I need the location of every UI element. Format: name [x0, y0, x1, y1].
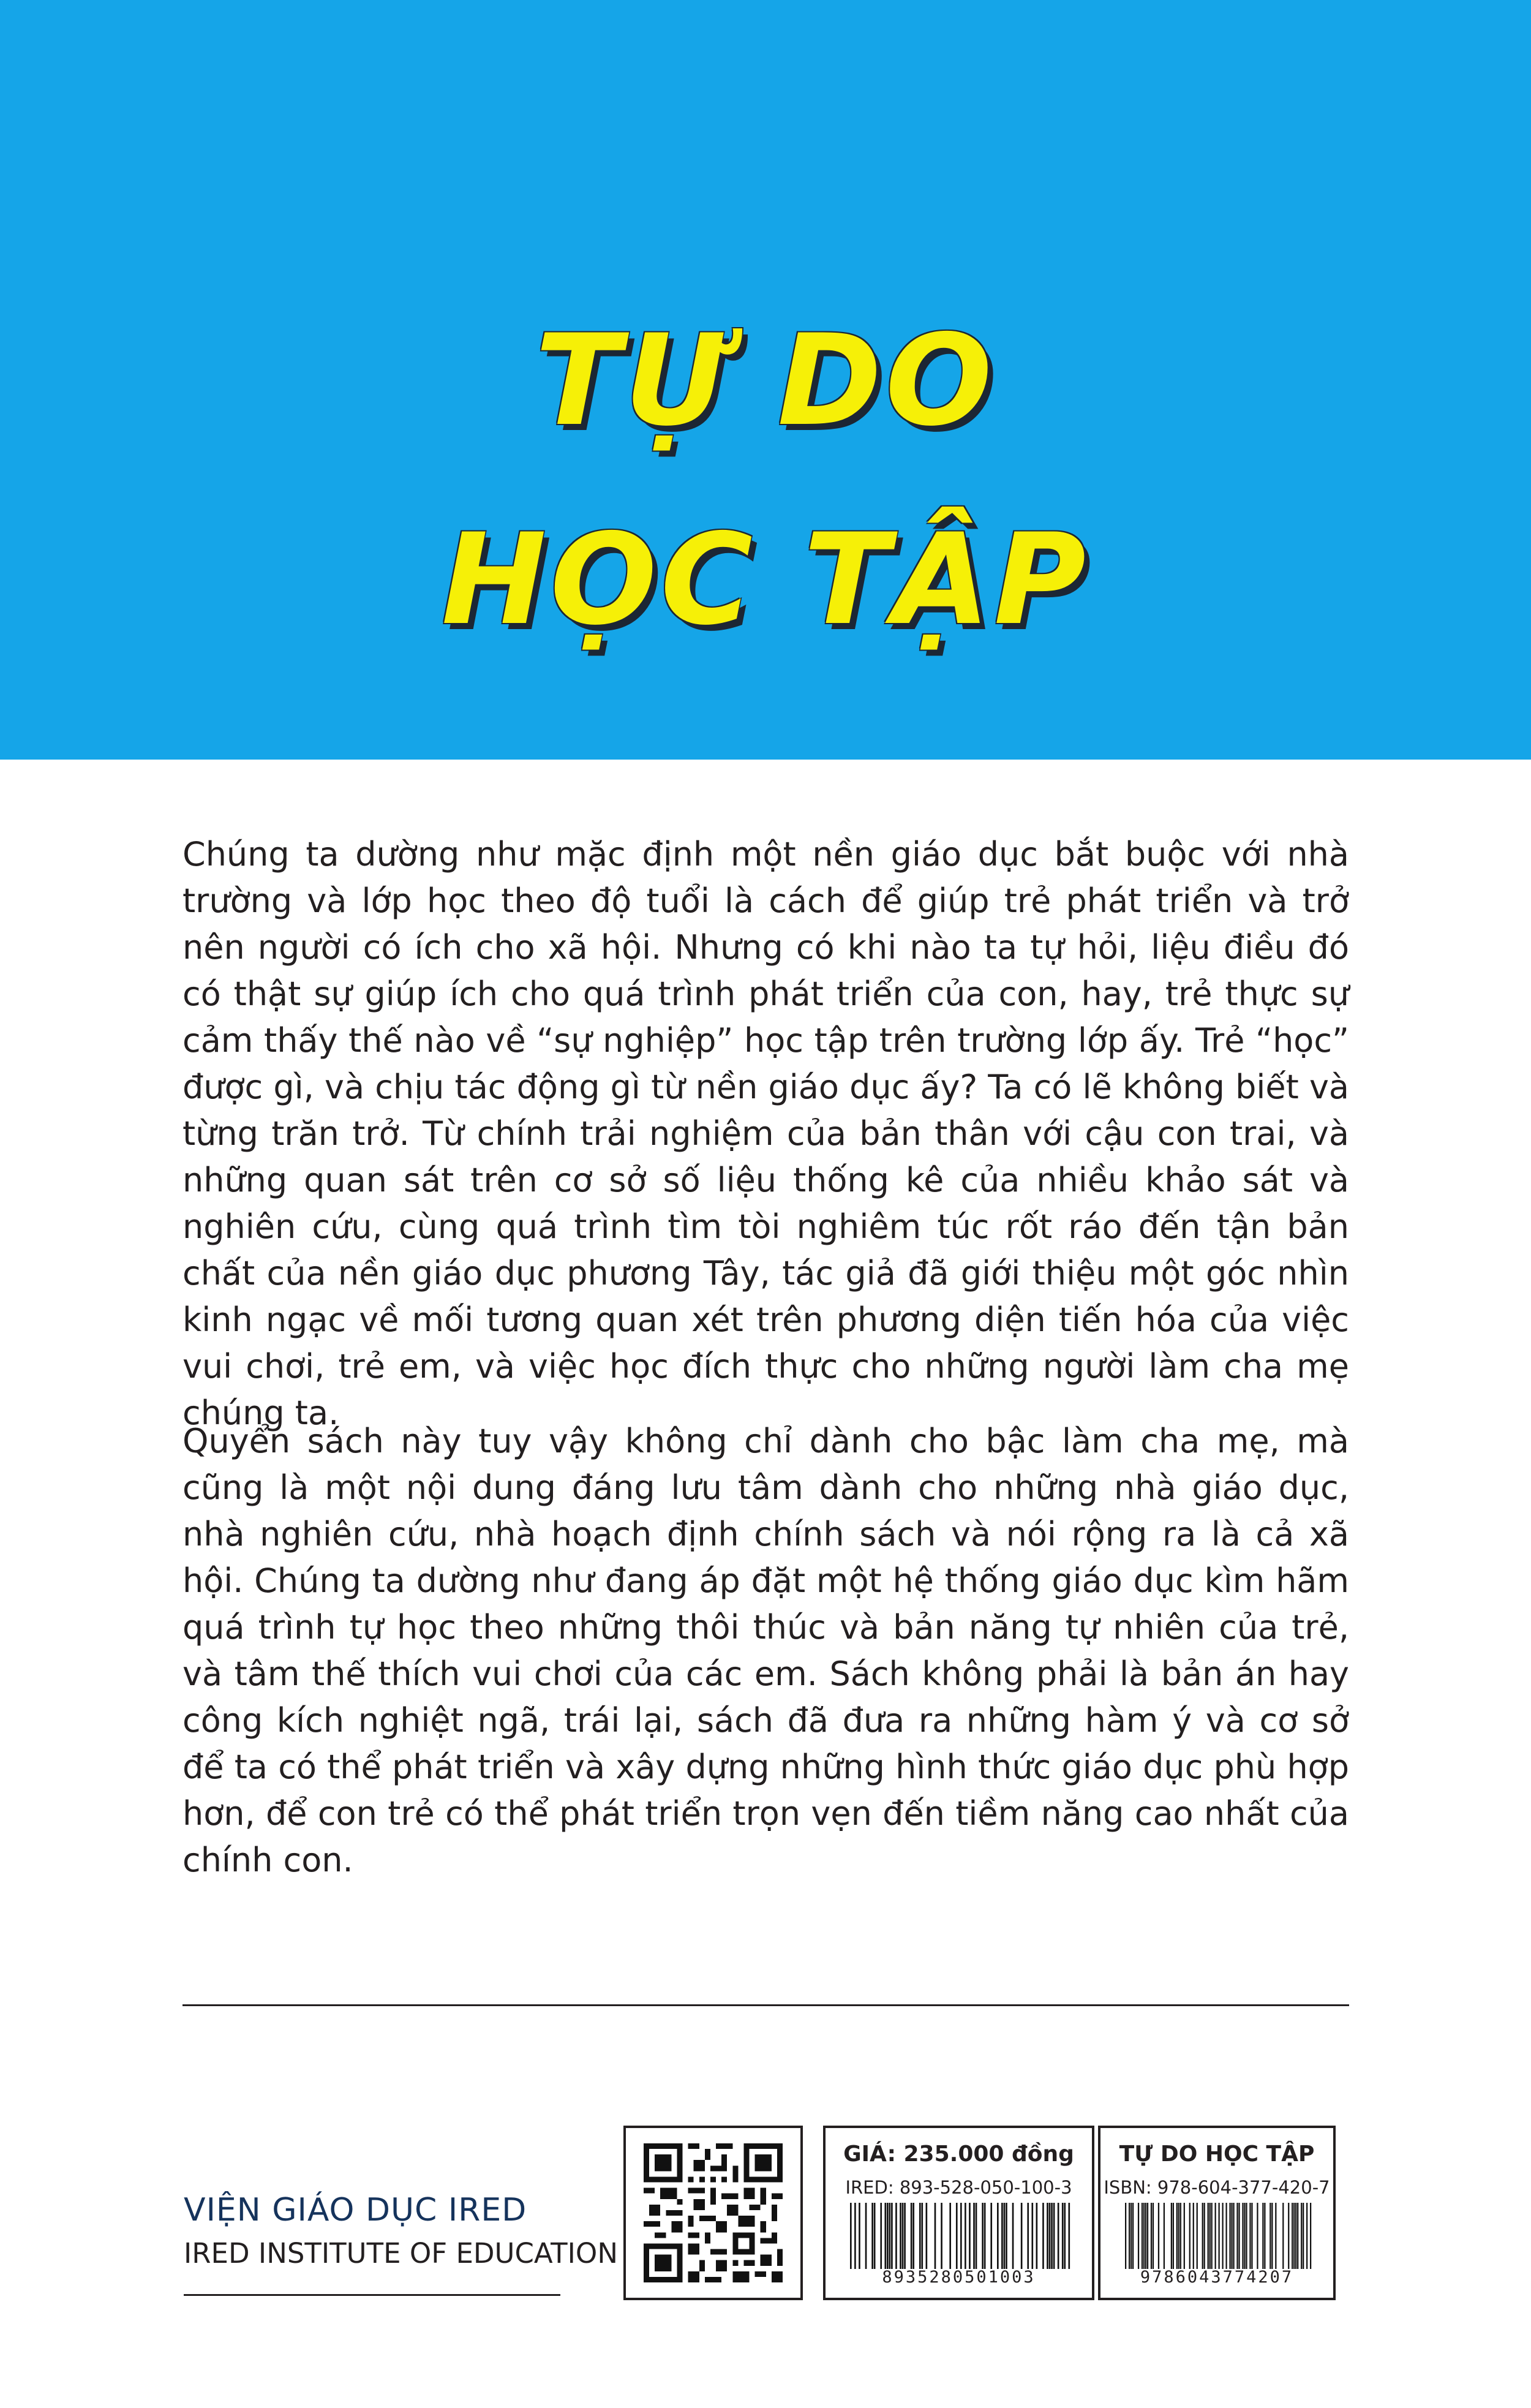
- qr-code-box: [623, 2126, 803, 2300]
- publisher-name-english: IRED INSTITUTE OF EDUCATION: [184, 2237, 619, 2270]
- price-box: [823, 2126, 1094, 2300]
- barcode-icon: [850, 2203, 1070, 2269]
- isbn-code: ISBN: 978-604-377-420-7: [1104, 2177, 1330, 2198]
- barcode-number: 9786043774207: [1140, 2268, 1294, 2287]
- publisher-name: VIỆN GIÁO DỤC IRED: [184, 2192, 527, 2229]
- book-title-line-2: HỌC TẬP: [441, 507, 1090, 653]
- barcode-icon: [1125, 2203, 1312, 2269]
- cover-header: [0, 0, 1531, 760]
- isbn-box-title: TỰ DO HỌC TẬP: [1119, 2142, 1315, 2167]
- section-divider: [182, 2004, 1349, 2006]
- description-paragraph-1: Chúng ta dường như mặc định một nền giáo dục bắt buộc với nhà trường và lớp học theo độ tuổi là cách để giúp trẻ phát triển và trở nên người có ích cho xã hội. Nhưng có khi nào ta tự hỏi, liệu điều đó có thật sự giúp ích cho quá trình phát triển của con, hay, trẻ thực sự cảm thấy thế nào về “sự nghiệp” học tập trên trường lớp ấy. Trẻ “học” được gì, và chịu tác động gì từ nền giáo dục ấy? Ta có lẽ không biết và từng trăn trở. Từ chính trải nghiệm của bản thân với cậu con trai, và những quan sát trên cơ sở số liệu thống kê của nhiều khảo sát và nghiên cứu, cùng quá trình tìm tòi nghiêm túc rốt ráo đến tận bản chất của nền giáo dục phương Tây, tác giả đã giới thiệu một góc nhìn kinh ngạc về mối tương quan xét trên phương diện tiến hóa của việc vui chơi, trẻ em, và việc học đích thực cho những người làm cha mẹ chúng ta.: [182, 835, 1349, 1432]
- price-label: GIÁ: 235.000 đồng: [843, 2142, 1074, 2167]
- ired-code: IRED: 893-528-050-100-3: [845, 2177, 1072, 2198]
- qr-code-icon: [641, 2143, 786, 2282]
- publisher-underline: [184, 2294, 560, 2296]
- description-paragraph-2: Quyển sách này tuy vậy không chỉ dành cho bậc làm cha mẹ, mà cũng là một nội dung đáng lưu tâm dành cho những nhà giáo dục, nhà nghiên cứu, nhà hoạch định chính sách và nói rộng ra là cả xã hội. Chúng ta dường như đang áp đặt một hệ thống giáo dục kìm hãm quá trình tự học theo những thôi thúc và bản năng tự nhiên của trẻ, và tâm thế thích vui chơi của các em. Sách không phải là bản án hay công kích nghiệt ngã, trái lại, sách đã đưa ra những hàm ý và cơ sở để ta có thể phát triển và xây dựng những hình thức giáo dục phù hợp hơn, để con trẻ có thể phát triển trọn vẹn đến tiềm năng cao nhất của chính con.: [182, 1422, 1349, 1879]
- barcode-number: 8935280501003: [882, 2268, 1036, 2287]
- isbn-box: [1098, 2126, 1336, 2300]
- book-title-line-1: TỰ DO: [535, 308, 996, 454]
